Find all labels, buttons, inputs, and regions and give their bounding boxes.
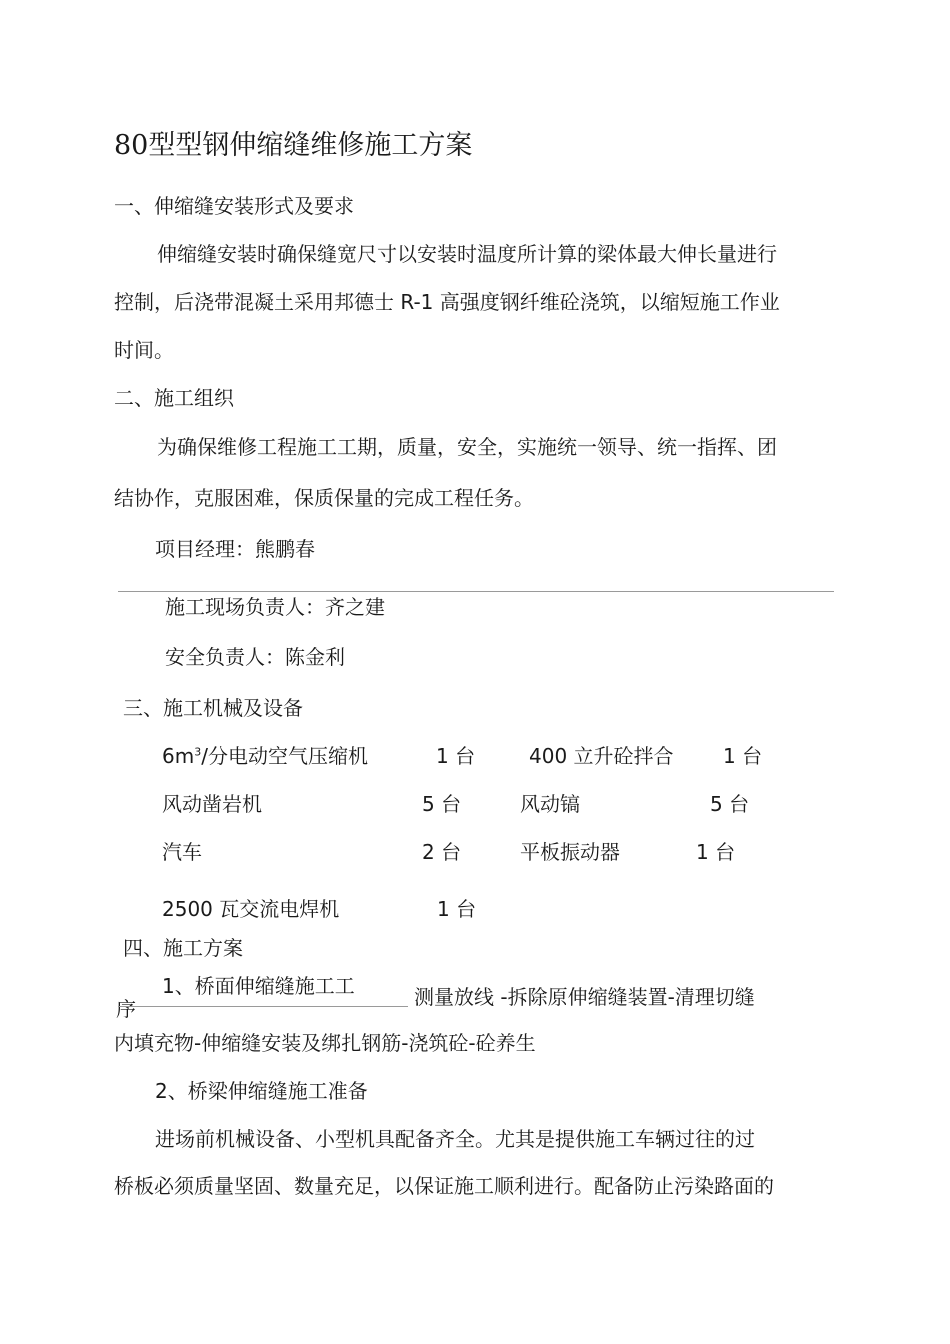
section-2-paragraph-line-1: 为确保维修工程施工工期，质量，安全，实施统一领导、统一指挥、团 (157, 435, 777, 459)
section-3-heading: 三、施工机械及设备 (123, 696, 303, 720)
equipment-mixer-qty: 1 台 (723, 744, 763, 768)
subsection-1-heading: 1、桥面伸缩缝施工工 (162, 974, 355, 998)
section-1-paragraph-line-3: 时间。 (114, 338, 174, 362)
subsection-2-heading: 2、桥梁伸缩缝施工准备 (155, 1079, 368, 1103)
process-flow-line-1: 测量放线 -拆除原伸缩缝装置-清理切缝 (414, 985, 755, 1009)
subsection-2-paragraph-line-2: 桥板必须质量坚固、数量充足，以保证施工顺利进行。配备防止污染路面的 (114, 1174, 774, 1198)
equipment-plate-vibrator-name: 平板振动器 (520, 840, 620, 864)
subsection-1-heading-clipped-char: 序 (116, 997, 136, 1021)
subsection-1-underline (118, 1006, 408, 1007)
equipment-mixer-name: 400 立升砼拌合 (529, 744, 674, 768)
equipment-pneumatic-pick-name: 风动镐 (520, 792, 580, 816)
equipment-compressor-name: $6m^3/$分电动空气压缩机 (162, 744, 368, 768)
equipment-compressor-qty: 1 台 (436, 744, 476, 768)
section-4-heading: 四、施工方案 (123, 936, 243, 960)
process-flow-line-2: 内填充物-伸缩缝安装及绑扎钢筋-浇筑砼-砼养生 (114, 1031, 536, 1055)
section-2-paragraph-line-2: 结协作，克服困难，保质保量的完成工程任务。 (114, 486, 534, 510)
equipment-welder-qty: 1 台 (437, 897, 477, 921)
page-divider (118, 591, 834, 592)
equipment-pneumatic-pick-qty: 5 台 (710, 792, 750, 816)
section-1-paragraph-line-1: 伸缩缝安装时确保缝宽尺寸以安装时温度所计算的梁体最大伸长量进行 (157, 242, 777, 266)
equipment-truck-name: 汽车 (162, 840, 202, 864)
section-2-heading: 二、施工组织 (114, 386, 234, 410)
project-manager-line: 项目经理：熊鹏春 (155, 537, 315, 561)
site-lead-line: 施工现场负责人：齐之建 (165, 595, 385, 619)
equipment-rock-drill-name: 风动凿岩机 (162, 792, 262, 816)
equipment-rock-drill-qty: 5 台 (422, 792, 462, 816)
safety-lead-line: 安全负责人：陈金利 (165, 645, 345, 669)
document-title: 80型型钢伸缩缝维修施工方案 (114, 130, 473, 161)
section-1-paragraph-line-2: 控制，后浇带混凝土采用邦德士 R-1 高强度钢纤维砼浇筑，以缩短施工作业 (114, 290, 780, 314)
equipment-plate-vibrator-qty: 1 台 (696, 840, 736, 864)
equipment-welder-name: 2500 瓦交流电焊机 (162, 897, 340, 921)
subsection-2-paragraph-line-1: 进场前机械设备、小型机具配备齐全。尤其是提供施工车辆过往的过 (155, 1127, 755, 1151)
equipment-truck-qty: 2 台 (422, 840, 462, 864)
section-1-heading: 一、伸缩缝安装形式及要求 (114, 194, 354, 218)
